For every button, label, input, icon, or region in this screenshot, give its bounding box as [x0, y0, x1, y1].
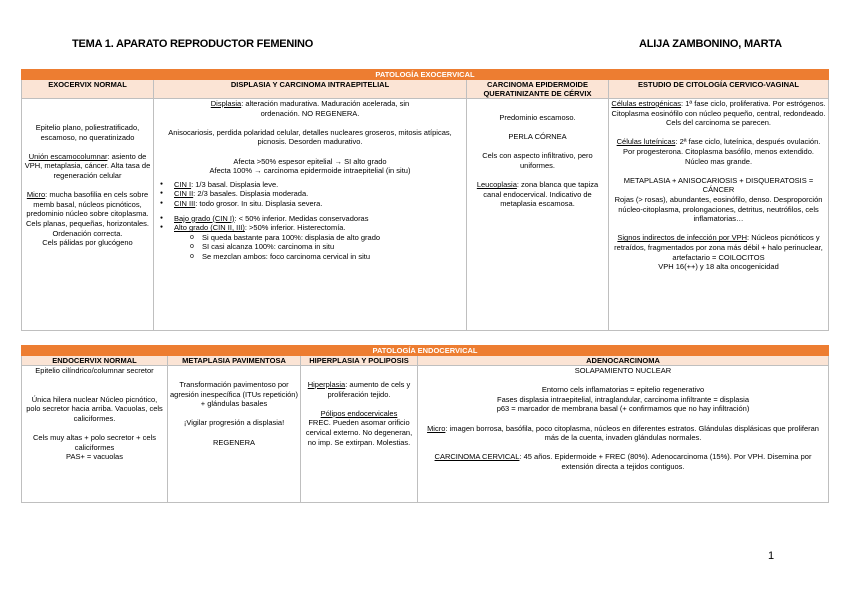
endo-metaplasia-transformacion: Transformación pavimentoso por agresión inespecífica (ITUs repetición) + glándulas basales [170, 380, 298, 409]
endo-normal-cell [22, 366, 168, 503]
endo-metaplasia-cell [168, 366, 301, 503]
endo-banner: PATOLOGÍA ENDOCERVICAL [22, 346, 829, 356]
exo-normal-epitelio: Epitelio plano, poliestratificado, escamoso, no queratinizado [35, 123, 140, 142]
endo-hiperplasia-def: Hiperplasia: aumento de cels y proliferación tejido. [307, 380, 411, 399]
fases-displasia: Fases displasia intraepitelial, intraglandular, carcinoma infiltrante = displasia [497, 394, 750, 404]
endo-header-metaplasia: METAPLASIA PAVIMENTOSA [168, 356, 301, 366]
endo-header-normal: ENDOCERVIX NORMAL [22, 356, 168, 366]
endo-polipos-label: Pólipos endocervicales [320, 408, 398, 418]
alto-grado-sub-1: o Si queda bastante para 100%: displasia de alto grado [156, 233, 464, 243]
exo-banner: PATOLOGÍA EXOCERVICAL [22, 70, 829, 80]
exo-carcinoma-perla: PERLA CÓRNEA [508, 132, 567, 142]
exo-carcinoma-predominio: Predominio escamoso. [499, 113, 576, 122]
carcinoma-cervical: CARCINOMA CERVICAL: 45 años. Epidermoide + FREC (80%). Adenocarcinoma (15%). Por VPH. Disemina por extensión directa a tejidos contiguos. [434, 452, 812, 471]
cin-3-item: ● CIN III: todo grosor. In situ. Displasia severa. [156, 199, 464, 209]
exo-afecta-50: Afecta >50% espesor epitelial → SI alto grado [233, 156, 387, 166]
exo-displasia-cell [154, 99, 467, 331]
exo-carcinoma-cell [467, 99, 609, 331]
endo-normal-pas: PAS+ = vacuolas [66, 452, 123, 462]
exo-header-displasia: DISPLASIA Y CARCINOMA INTRAEPITELIAL [154, 80, 467, 99]
endo-polipos-text: FREC. Pueden asomar orificio cervical externo. No degeneran, no imp. Se extirpan. Molestias. [305, 418, 413, 447]
cin-1-item: ● CIN I: 1/3 basal. Displasia leve. [156, 180, 464, 190]
endo-header-adenocarcinoma: ADENOCARCINOMA [418, 356, 829, 366]
exo-normal-cell [22, 99, 154, 331]
vph-oncogenicidad: VPH 16(++) y 18 alta oncogenicidad [658, 262, 779, 272]
exo-carcinoma-infiltrativo: Cels con aspecto infiltrativo, pero uniformes. [482, 151, 593, 170]
grado-list [156, 214, 464, 233]
exo-displasia-def: Displasia: alteración madurativa. Maduración acelerada, sin ordenación. NO REGENERA. [210, 99, 410, 118]
exo-header-citologia: ESTUDIO DE CITOLOGÍA CERVICO-VAGINAL [609, 80, 829, 99]
endo-metaplasia-regenera: REGENERA [212, 437, 256, 447]
p63-marcador: p63 = marcador de membrana basal (+ confirmamos que no hay infiltración) [496, 404, 750, 414]
cin-list [156, 180, 464, 209]
alto-grado-sublist [156, 233, 464, 262]
endo-adenocarcinoma-cell [418, 366, 829, 503]
bajo-grado-item: ● Bajo grado (CIN I): < 50% inferior. Medidas conservadoras [156, 214, 464, 224]
endo-normal-epitelio: Epitelio cilíndrico/columnar secretor [35, 366, 154, 375]
exo-citologia-cell [609, 99, 829, 331]
page-number: 1 [768, 550, 775, 562]
endo-metaplasia-vigilar: ¡Vigilar progresión a displasia! [183, 418, 285, 428]
exo-normal-micro: Micro: mucha basofilia en cels sobre memb basal, núcleos picnóticos, predominio núcleo sobre citoplasma. Cels planas, pequeñas, horizontales. Ordenación correcta. [26, 190, 149, 238]
document-title: TEMA 1. APARATO REPRODUCTOR FEMENINO [72, 38, 314, 50]
celulas-luteinicas: Células luteínicas: 2ª fase ciclo, luteínica, después ovulación. Por progesterona. Citoplasma basófilo, menos extendido. Núcleo mas grande. [616, 137, 821, 166]
exo-header-carcinoma: CARCINOMA EPIDERMOIDE QUERATINIZANTE DE CÉRVIX [467, 80, 609, 99]
solapamiento-nuclear: SOLAPAMIENTO NUCLEAR [574, 366, 672, 375]
celulas-estrogenicas: Células estrogénicas: 1ª fase ciclo, proliferativa. Por estrógenos. Citoplasma eosinófilo con núcleo pequeño, central, redondeado. Cels del carcinoma se parecen. [611, 99, 826, 128]
endo-hiperplasia-cell [301, 366, 418, 503]
adeno-micro: Micro: imagen borrosa, basófila, poco citoplasma, núcleos en diferentes estratos. Glándulas displásicas que proliferan más de la cuenta, invaden glándulas normales. [427, 423, 819, 443]
exo-normal-glucogeno: Cels pálidas por glucógeno [42, 238, 133, 248]
rojas-desc: Rojas (> rosas), abundantes, eosinófilo, denso. Desproporción núcleo-citoplasma, prolongaciones, detritus, neutrófilos, cels inflamatorias… [614, 194, 823, 224]
metaplasia-formula: METAPLASIA + ANISOCARIOSIS + DISQUERATOSIS = CÁNCER [623, 175, 814, 195]
cin-2-item: ● CIN II: 2/3 basales. Displasia moderada. [156, 189, 464, 199]
exo-normal-union: Unión escamocolumnar: asiento de VPH, metaplasia, cáncer. Alta tasa de regeneración celular [24, 151, 151, 180]
document-author: ALIJA ZAMBONINO, MARTA [639, 38, 782, 50]
exo-anisocariosis: Anisocariosis, perdida polaridad celular, detalles nucleares groseros, mitosis atípicas, picnosis. Desorden madurativo. [168, 127, 452, 147]
signos-vph: Signos indirectos de infección por VPH: Núcleos picnóticos y retraídos, fragmentados por zona más débil + halo perinuclear, artefactario = COILOCITOS [614, 233, 823, 262]
alto-grado-sub-3: o Se mezclan ambos: foco carcinoma cervical in situ [156, 252, 464, 262]
alto-grado-item: ● Alto grado (CIN II, III): >50% inferior. Histerectomía. [156, 223, 464, 233]
entorno-inflamatorio: Entorno cels inflamatorias = epitelio regenerativo [541, 385, 705, 395]
exo-leucoplasia: Leucoplasia: zona blanca que tapiza canal endocervical. Indicativo de metaplasia escamosa. [476, 180, 599, 209]
endo-header-hiperplasia: HIPERPLASIA Y POLIPOSIS [301, 356, 418, 366]
endo-normal-cels-altas: Cels muy altas + polo secretor + cels caliciformes [33, 433, 156, 452]
exo-header-normal: EXOCERVIX NORMAL [22, 80, 154, 99]
endocervical-table [21, 345, 829, 503]
exo-afecta-100: Afecta 100% → carcinoma epidermoide intraepitelial (in situ) [209, 166, 411, 176]
exocervical-table [21, 69, 829, 331]
alto-grado-sub-2: o SI casi alcanza 100%: carcinoma in situ [156, 242, 464, 252]
endo-normal-hilera: Única hilera nuclear Núcleo picnótico, polo secretor hacia arriba. Vacuolas, cels caliciformes. [26, 394, 163, 423]
